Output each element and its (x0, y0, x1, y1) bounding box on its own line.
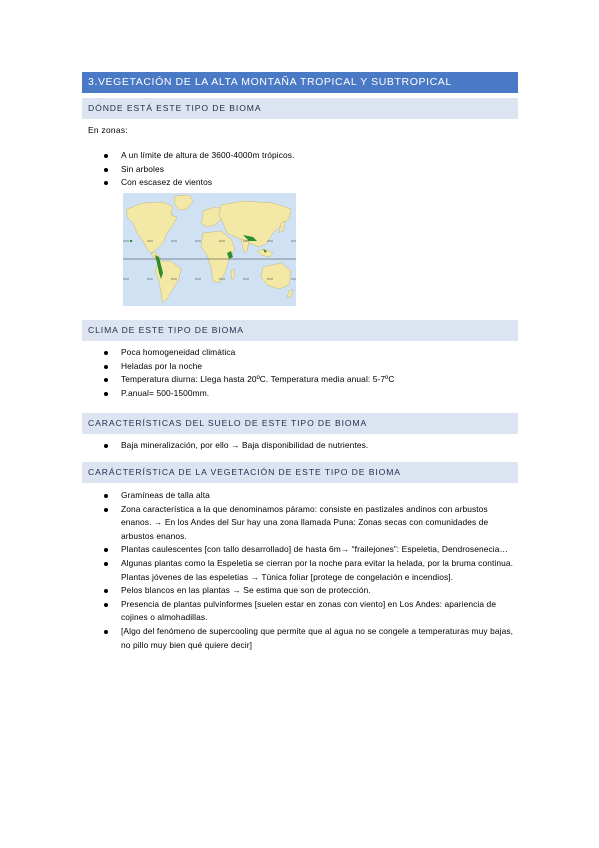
vegetation-list (104, 489, 514, 652)
where-list (104, 149, 514, 190)
list-item: Sin arboles (104, 163, 514, 177)
world-map-image (123, 193, 296, 306)
list-item: Gramíneas de talla alta (104, 489, 514, 503)
section-heading-soil: CARACTERÍSTICAS DEL SUELO DE ESTE TIPO DE BIOMA (82, 413, 518, 434)
where-intro: En zonas: (88, 125, 128, 135)
section-heading-vegetation: CARÁCTERÍSTICA DE LA VEGETACIÓN DE ESTE TIPO DE BIOMA (82, 462, 518, 483)
list-item: Pelos blancos en las plantas → Se estima que son de protección. (104, 584, 514, 598)
section-heading-climate: CLIMA DE ESTE TIPO DE BIOMA (82, 320, 518, 341)
list-item: Algunas plantas como la Espeletia se cierran por la noche para evitar la helada, por la bruma continua. Plantas jóvenes de las espeletias → Túnica foliar [protege de congelación e incendios]. (104, 557, 514, 584)
list-item: [Algo del fenómeno de supercooling que permite que al agua no se congele a temperaturas muy bajas, no pillo muy bien qué quiere decir] (104, 625, 514, 652)
list-item: P.anual= 500-1500mm. (104, 387, 514, 401)
list-item: Poca homogeneidad climática (104, 346, 514, 360)
list-item: A un límite de altura de 3600-4000m trópicos. (104, 149, 514, 163)
list-item: Con escasez de vientos (104, 176, 514, 190)
list-item: Temperatura diurna: Llega hasta 20ºC. Temperatura media anual: 5-7ºC (104, 373, 514, 387)
list-item: Heladas por la noche (104, 360, 514, 374)
soil-list (104, 439, 514, 453)
section-heading-where: DÓNDE ESTÁ ESTE TIPO DE BIOMA (82, 98, 518, 119)
list-item: Presencia de plantas pulvinformes [suelen estar en zonas con viento] en Los Andes: apariencia de cojines o almohadillas. (104, 598, 514, 625)
climate-list (104, 346, 514, 400)
list-item: Baja mineralización, por ello → Baja disponibilidad de nutrientes. (104, 439, 514, 453)
list-item: Plantas caulescentes [con tallo desarrollado] de hasta 6m→ “frailejones”: Espeletia, Dendrosenecia… (104, 543, 514, 557)
list-item: Zona característica a la que denominamos páramo: consiste en pastizales andinos con arbustos enanos. → En los Andes del Sur hay una zona llamada Puna: Zonas secas con comunidades de arbustos enanos. (104, 503, 514, 544)
page-title: 3.VEGETACIÓN DE LA ALTA MONTAÑA TROPICAL Y SUBTROPICAL (82, 72, 518, 93)
